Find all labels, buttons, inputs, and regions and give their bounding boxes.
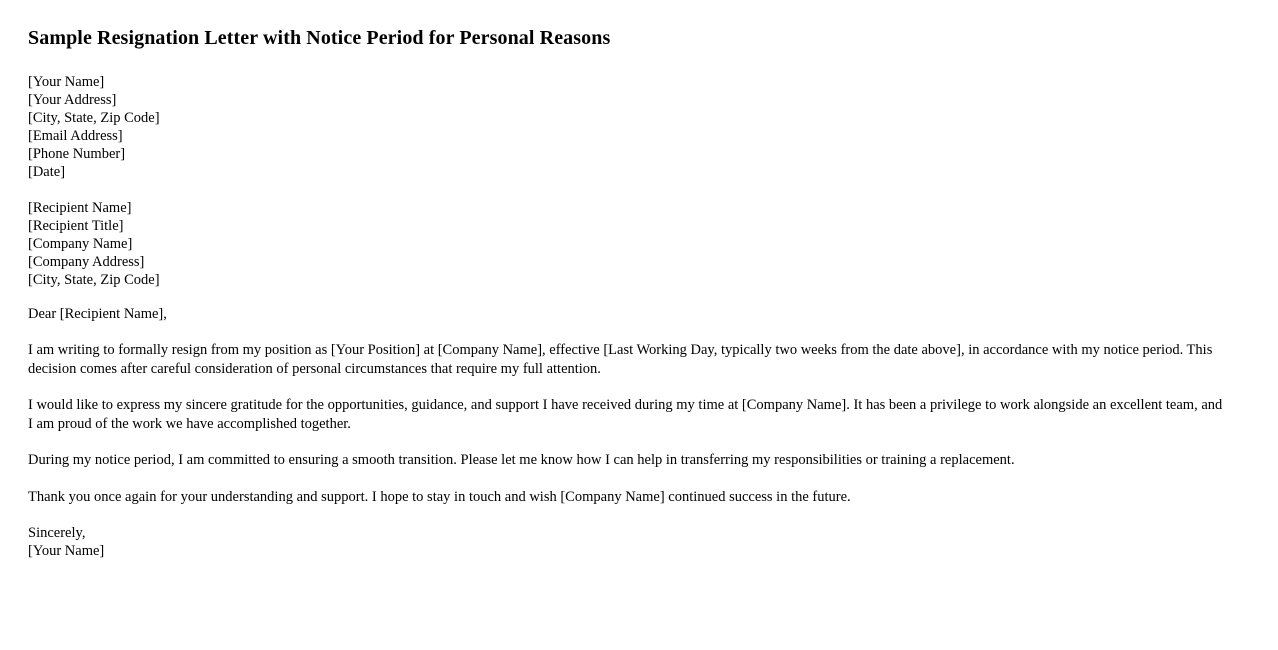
recipient-line-city-state-zip: [City, State, Zip Code] <box>28 272 160 288</box>
recipient-line-title: [Recipient Title] <box>28 218 124 234</box>
page-title: Sample Resignation Letter with Notice Period for Personal Reasons <box>28 27 611 49</box>
salutation: Dear [Recipient Name], <box>28 306 167 322</box>
sender-line-email: [Email Address] <box>28 128 123 144</box>
sender-address-block <box>28 73 1250 181</box>
recipient-address-block <box>28 199 1250 289</box>
sender-line-address: [Your Address] <box>28 92 117 108</box>
sender-line-phone: [Phone Number] <box>28 146 126 162</box>
sender-line-date: [Date] <box>28 164 66 180</box>
body-paragraph-2: I would like to express my sincere gratitude for the opportunities, guidance, and support I have received during my time at [Company Name]. It has been a privilege to work alongside an excellent team, and I am proud of the work we have accomplished together. <box>28 397 1223 432</box>
body-paragraph-1: I am writing to formally resign from my position as [Your Position] at [Company Name], effective [Last Working Day, typically two weeks from the date above], in accordance with my notice period. This decision comes after careful consideration of personal circumstances that require my full attention. <box>28 342 1213 377</box>
body-paragraph-3: During my notice period, I am committed to ensuring a smooth transition. Please let me know how I can help in transferring my responsibilities or training a replacement. <box>28 452 1015 468</box>
recipient-line-company: [Company Name] <box>28 236 133 252</box>
closing-signature-name: [Your Name] <box>28 543 105 559</box>
recipient-line-name: [Recipient Name] <box>28 200 132 216</box>
closing-block <box>28 524 1250 560</box>
sender-line-name: [Your Name] <box>28 74 105 90</box>
closing-salutation: Sincerely, <box>28 525 86 541</box>
recipient-line-company-address: [Company Address] <box>28 254 145 270</box>
body-paragraph-4: Thank you once again for your understanding and support. I hope to stay in touch and wish [Company Name] continued success in the future. <box>28 488 851 505</box>
sender-line-city-state-zip: [City, State, Zip Code] <box>28 110 160 126</box>
